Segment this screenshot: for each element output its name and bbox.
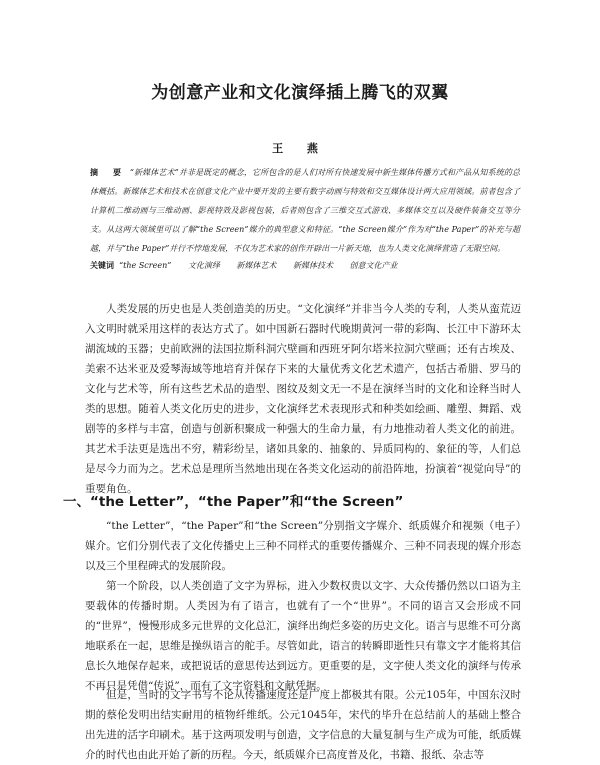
keyword-item: 创意文化产业 [349,261,398,270]
section-heading: 一、“the Letter”，“the Paper”和“the Screen” [63,494,404,510]
abstract-label: 摘 要 [90,168,128,177]
abstract [90,163,520,258]
keywords-label: 关键词 [90,261,114,270]
keywords [90,259,520,273]
body-paragraph-4: 但是，当时的文字书写不论从传播速度还是广度上都极其有限。公元105年，中国东汉时期的蔡伦发明出结实耐用的植物纤维纸。公元1045年，宋代的毕升在总结前人的基础上整合出先进的活字印刷术。基于这两项发明与创造，文字信息的大量复制与生产成为可能，纸质媒介的时代也由此开始了新的历程。今天，纸质媒介已高度普及化，书籍、报纸、杂志等 [85,689,521,761]
keyword-item: “the Screen” [119,261,172,270]
body-paragraph-3: 第一个阶段，以人类创造了文字为界标，进入少数权贵以文字、大众传播仍然以口语为主要载体的传播时期。人类因为有了语言，也就有了一个“世界”。不同的语言又会形成不同的“世界”，慢慢形成多元世界的文化总汇，演绎出绚烂多姿的历史文化。语言与思维不可分离地联系在一起，思维是操纵语言的舵手。尽管如此，语言的转瞬即逝性只有靠文字才能将其信息长久地保存起来，或把说话的意思传达到远方。更重要的是，文字使人类文化的演绎与传承不再只是凭借“传说”，而有了文字资料和文献凭据。 [85,580,521,692]
keyword-item: 新媒体技术 [292,261,333,270]
abstract-text: “新媒体艺术”并非是既定的概念，它所包含的是人们对所有快速发展中新生媒体传播方式和产品从知系统的总体概括。新媒体艺术和技术在创意文化产业中要开发的主要有数字动画与特效和交互媒体设计两大应用领域。前者包含了计算机二维动画与三维动画、影视特效及影视包装，后者则包含了三维交互式游戏、多媒体交互以及硬件装备交互等分支。从这两大领域里可以了解“the Screen”媒介的典型意义和特征。“the Screen媒介”作为对“the Paper”的补充与超越，并与“the Paper”并行不悖地发展，不仅为艺术家的创作开辟出一片新天地，也为人类文化演绎营造了无限空间。 [90,168,520,253]
paper-title: 为创意产业和文化演绎插上腾飞的双翼 [151,83,449,103]
author-name: 王 燕 [272,142,328,155]
body-paragraph-2: “the Letter”，“the Paper”和“the Screen”分别指文字媒介、纸质媒介和视频（电子）媒介。它们分别代表了文化传播史上三种不同样式的重要传播媒介、三种不同表现的媒介形态以及三个里程碑式的发展阶段。 [85,520,521,572]
keyword-item: 新媒体艺术 [236,261,277,270]
keyword-item: 文化演绎 [187,261,220,270]
body-paragraph-1: 人类发展的历史也是人类创造美的历史。“文化演绎”并非当今人类的专利，人类从蛮荒迈入文明时就采用这样的表达方式了。如中国新石器时代晚期黄河一带的彩陶、长江中下游环太湖流域的玉器；史前欧洲的法国拉斯科洞穴壁画和西班牙阿尔塔米拉洞穴壁画；还有古埃及、美索不达米亚及爱琴海域等地培育并保存下来的大量优秀文化艺术遗产，包括古希腊、罗马的文化与艺术等，所有这些艺术品的造型、图纹及刻文无一不是在演绎当时的文化和诠释当时人类的思想。随着人类文化历史的进步，文化演绎艺术表现形式和种类如绘画、雕塑、舞蹈、戏剧等的多样与丰富，创造与创新积聚成一种强大的生命力量，有力地推动着人类文化的前进。其艺术手法更是选出不穷，精彩纷呈，诸如具象的、抽象的、异质同构的、象征的等，人们总是尽今力而为之。艺术总是理所当然地出现在各类文化运动的前沿阵地，扮演着“视觉向导”的重要角色。 [85,303,521,495]
